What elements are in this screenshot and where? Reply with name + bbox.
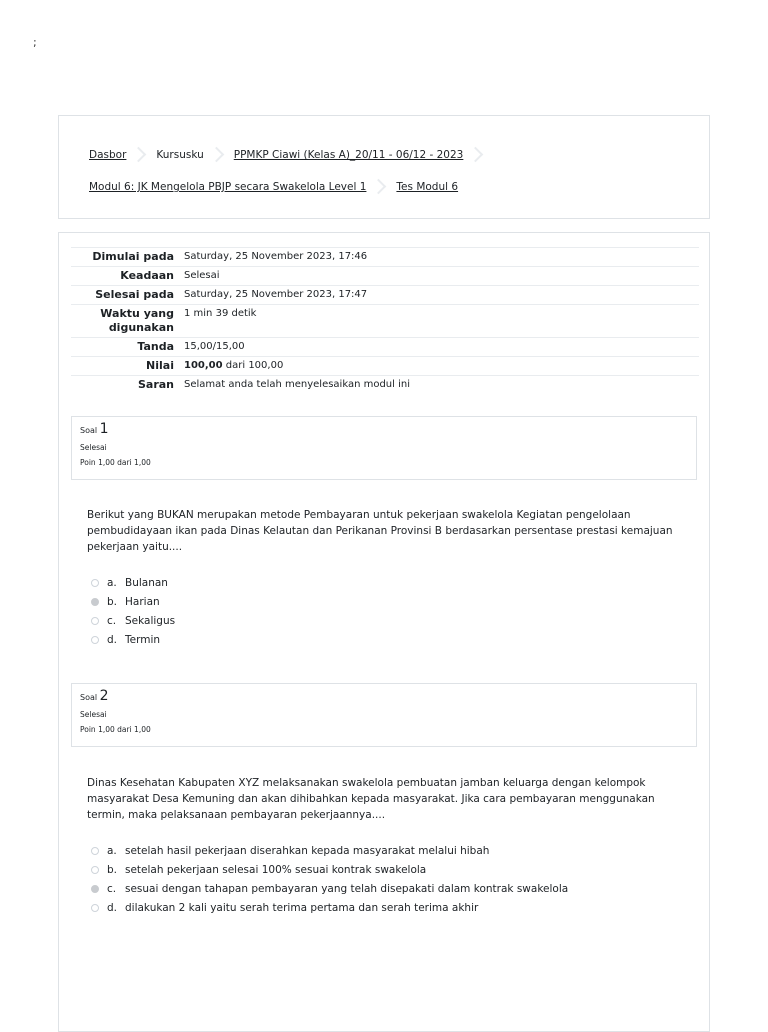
chevron-right-icon: [372, 178, 386, 196]
answer-option: [91, 611, 175, 630]
question-label: Soal: [80, 693, 98, 702]
answer-text: dilakukan 2 kali yaitu serah terima pertama dan serah terima akhir: [125, 901, 479, 914]
radio-button[interactable]: [91, 636, 99, 644]
chevron-right-icon: [469, 146, 483, 164]
summary-label: Selesai pada: [95, 288, 174, 301]
question-state: Selesai: [80, 443, 107, 452]
breadcrumb: [58, 115, 710, 219]
radio-button[interactable]: [91, 904, 99, 912]
answer-option: [91, 630, 175, 649]
answer-text: Sekaligus: [125, 614, 176, 627]
answer-letter: d.: [107, 633, 118, 646]
summary-label: Waktu yang digunakan: [100, 307, 174, 334]
answer-option: [91, 879, 568, 898]
summary-row-state: [71, 267, 699, 286]
answer-option: [91, 898, 568, 917]
answer-option: [91, 573, 175, 592]
answer-letter: a.: [107, 844, 117, 857]
breadcrumb-dashboard-link[interactable]: Dasbor: [89, 149, 127, 161]
answer-option: [91, 860, 568, 879]
summary-label: Nilai: [146, 359, 174, 372]
radio-button[interactable]: [91, 847, 99, 855]
summary-value: Selesai: [184, 270, 220, 281]
summary-row-grade: [71, 357, 699, 376]
summary-row-marks: [71, 338, 699, 357]
radio-button[interactable]: [91, 866, 99, 874]
grade-out-of: dari 100,00: [222, 360, 284, 371]
summary-value: [182, 357, 699, 376]
summary-value: Selamat anda telah menyelesaikan modul ini: [184, 379, 410, 390]
answer-text: Bulanan: [125, 576, 168, 589]
summary-row-started: [71, 248, 699, 267]
question-info: [71, 416, 697, 480]
radio-button[interactable]: [91, 885, 99, 893]
summary-value: Saturday, 25 November 2023, 17:46: [184, 251, 368, 262]
question-grade: Poin 1,00 dari 1,00: [80, 458, 151, 467]
radio-button[interactable]: [91, 598, 99, 606]
summary-label: Saran: [137, 378, 174, 391]
answer-letter: c.: [107, 882, 117, 895]
question-text: Berikut yang BUKAN merupakan metode Pembayaran untuk pekerjaan swakelola Kegiatan pengelolaan pembudidayaan ikan pada Dinas Kelautan dan Perikanan Provinsi B berdasarkan persentase prestasi kemajuan pekerjaan yaitu....: [87, 509, 673, 553]
answer-letter: c.: [107, 614, 117, 627]
answer-text: sesuai dengan tahapan pembayaran yang telah disepakati dalam kontrak swakelola: [125, 882, 569, 895]
attempt-summary-table: [71, 247, 699, 394]
summary-label: Dimulai pada: [92, 250, 174, 263]
chevron-right-icon: [132, 146, 146, 164]
answer-text: Termin: [125, 633, 161, 646]
answer-text: setelah pekerjaan selesai 100% sesuai kontrak swakelola: [125, 863, 427, 876]
question-text: Dinas Kesehatan Kabupaten XYZ melaksanakan swakelola pembuatan jamban keluarga dengan kelompok masyarakat Desa Kemuning dan akan dihibahkan kepada masyarakat. Jika cara pembayaran menggunakan termin, maka pelaksanaan pembayaran pekerjaannya....: [87, 777, 655, 821]
summary-label: Keadaan: [120, 269, 174, 282]
answer-option: [91, 592, 175, 611]
answer-list: [91, 573, 175, 649]
breadcrumb-my-courses: Kursusku: [156, 149, 204, 161]
summary-row-completed: [71, 286, 699, 305]
answer-letter: b.: [107, 863, 118, 876]
answer-letter: a.: [107, 576, 117, 589]
summary-value: 1 min 39 detik: [184, 308, 257, 319]
quiz-review: [58, 232, 710, 1032]
question-state: Selesai: [80, 710, 107, 719]
answer-letter: d.: [107, 901, 118, 914]
question-number-value: 1: [99, 421, 109, 437]
radio-button[interactable]: [91, 617, 99, 625]
radio-button[interactable]: [91, 579, 99, 587]
summary-row-time-taken: [71, 305, 699, 338]
question-number: [80, 688, 688, 706]
stray-mark: ;: [33, 36, 37, 49]
summary-value: 15,00/15,00: [184, 341, 245, 352]
answer-text: setelah hasil pekerjaan diserahkan kepada masyarakat melalui hibah: [125, 844, 490, 857]
question-grade: Poin 1,00 dari 1,00: [80, 725, 151, 734]
question-number-value: 2: [99, 688, 109, 704]
answer-option: [91, 841, 568, 860]
question-number: [80, 421, 688, 439]
answer-letter: b.: [107, 595, 118, 608]
summary-value: Saturday, 25 November 2023, 17:47: [184, 289, 368, 300]
breadcrumb-module-link[interactable]: Modul 6: JK Mengelola PBJP secara Swakelola Level 1: [89, 181, 367, 193]
breadcrumb-quiz-link[interactable]: Tes Modul 6: [396, 181, 459, 193]
summary-row-feedback: [71, 376, 699, 395]
answer-text: Harian: [125, 595, 160, 608]
chevron-right-icon: [210, 146, 224, 164]
answer-list: [91, 841, 568, 917]
breadcrumb-course-link[interactable]: PPMKP Ciawi (Kelas A)_20/11 - 06/12 - 2023: [233, 149, 464, 161]
question-label: Soal: [80, 426, 98, 435]
grade-score: 100,00: [184, 360, 223, 371]
summary-label: Tanda: [137, 340, 174, 353]
question-info: [71, 683, 697, 747]
